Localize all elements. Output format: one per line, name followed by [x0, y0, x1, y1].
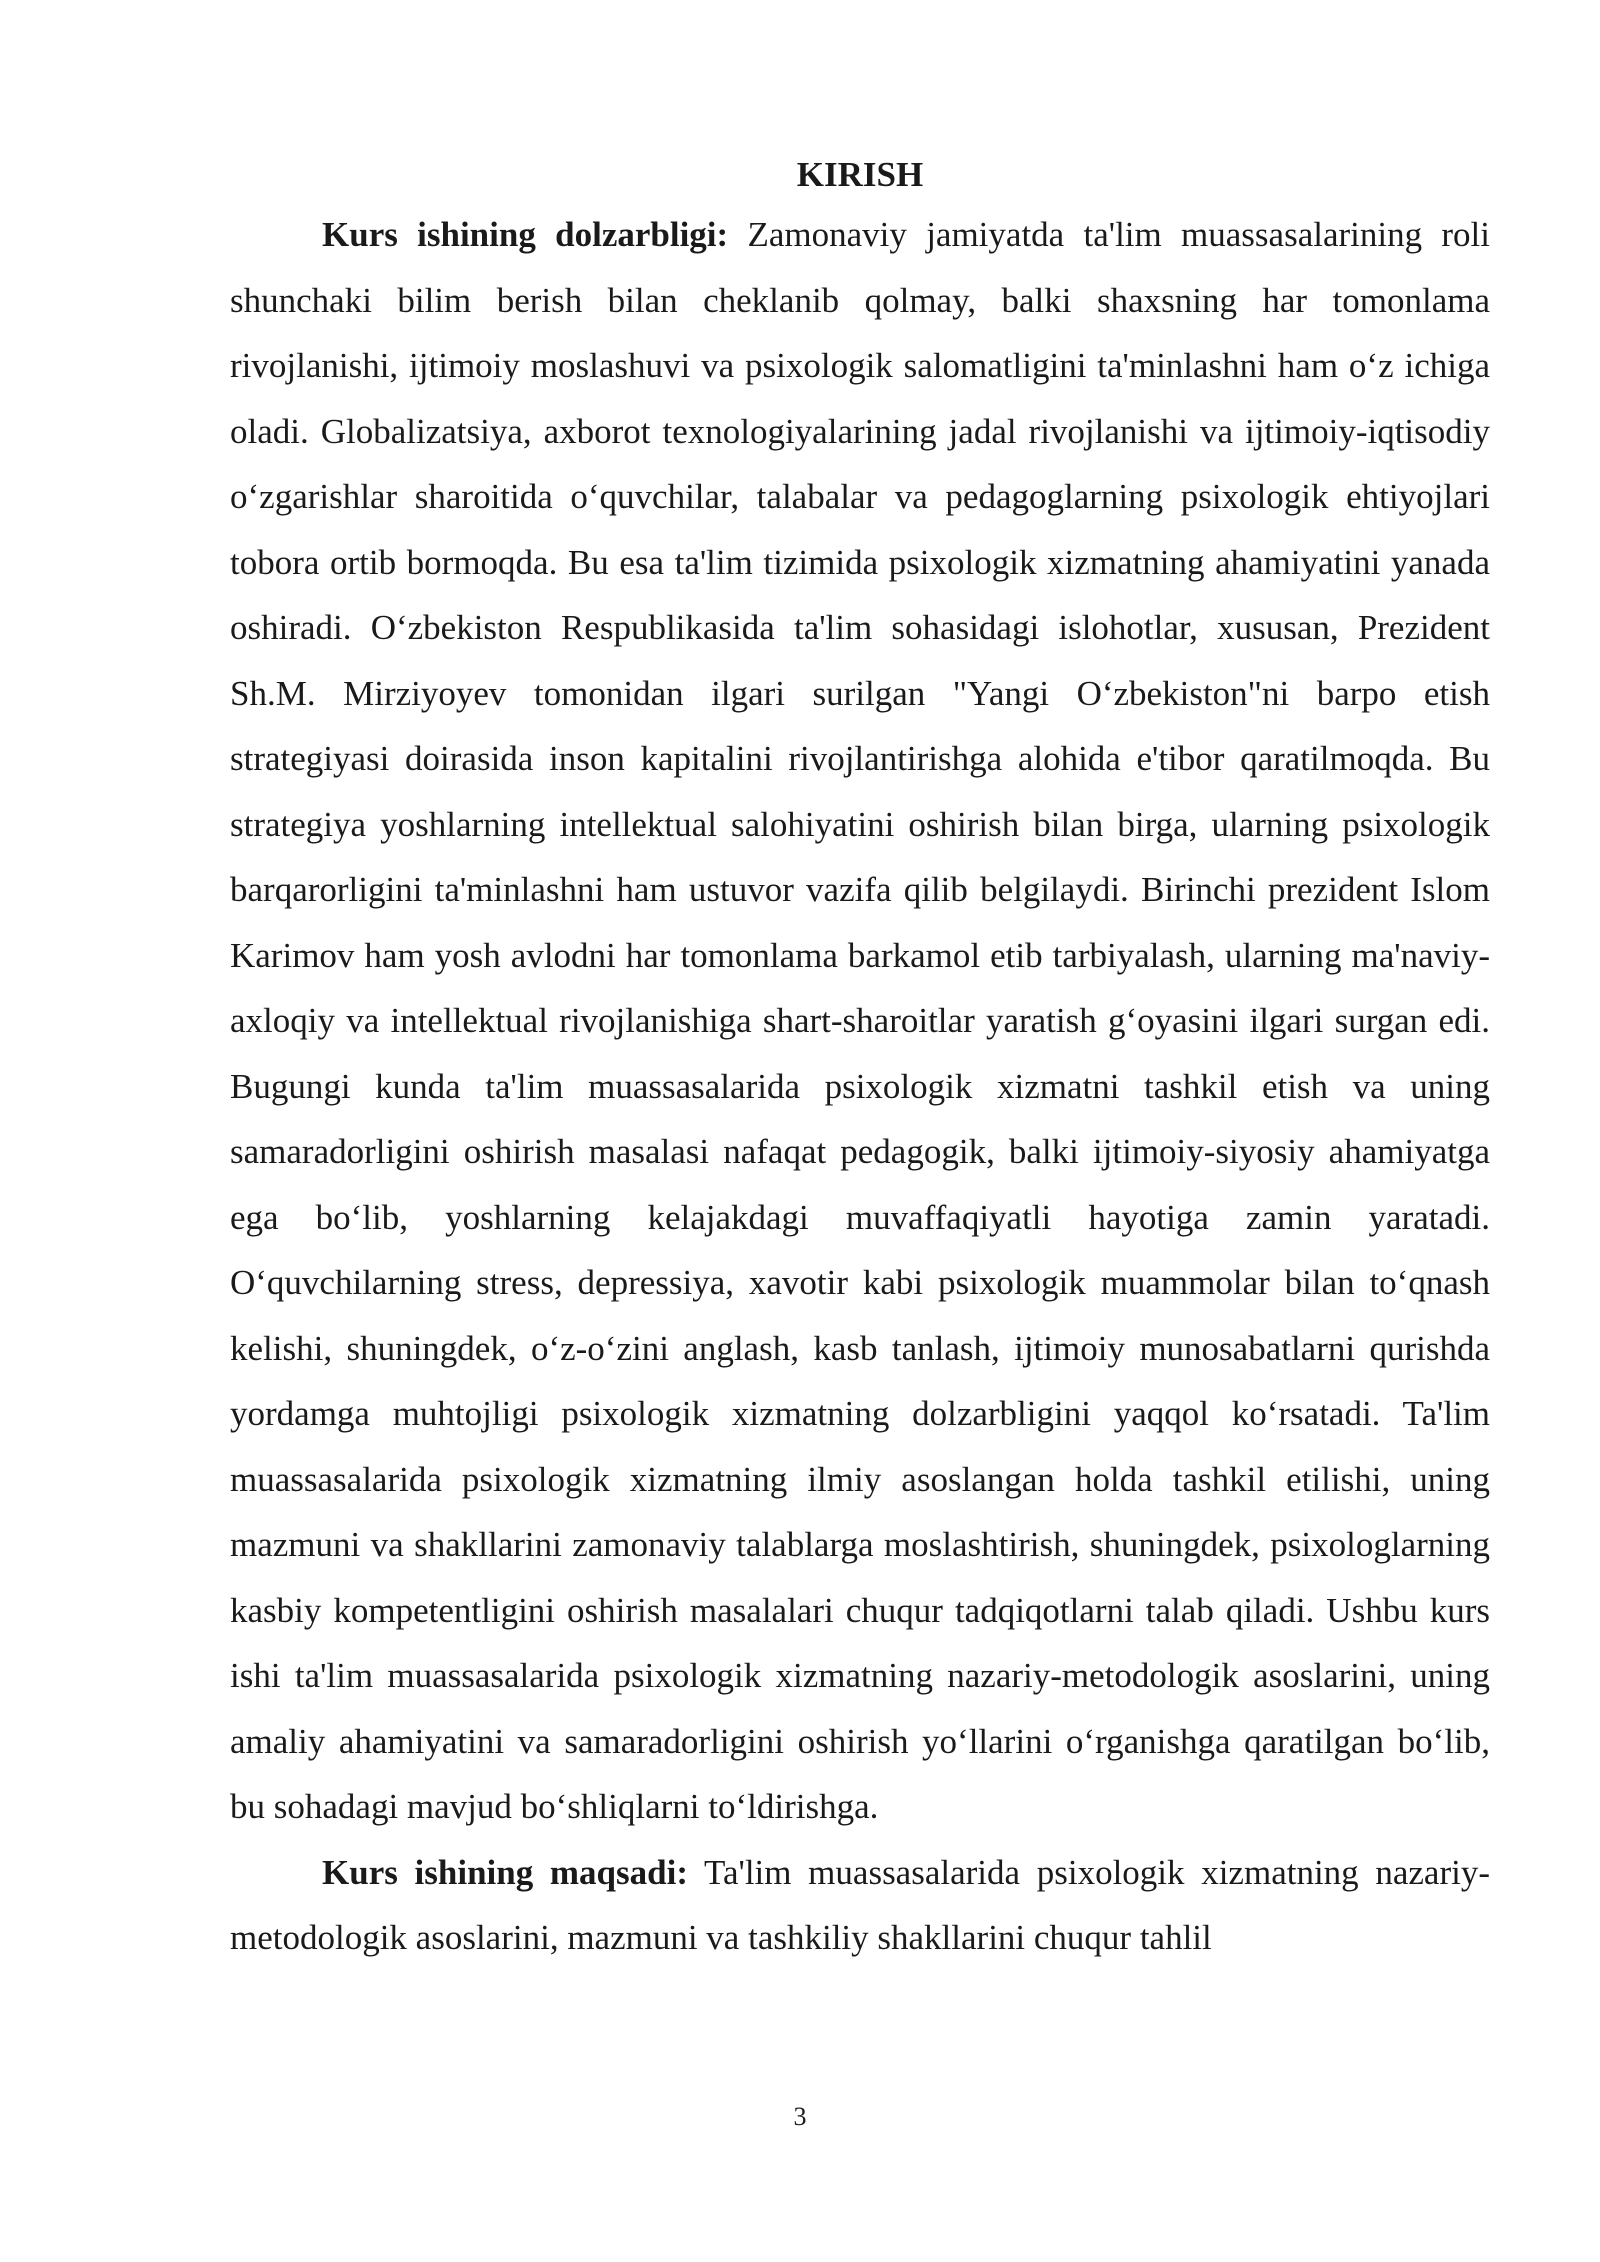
paragraph-relevance	[230, 202, 1490, 1840]
paragraph-lead-relevance: Kurs ishining dolzarbligi:	[322, 215, 729, 254]
section-heading: KIRISH	[796, 155, 924, 194]
paragraph-text-goal: Ta'lim muassasalarida psixologik xizmatning nazariy-metodologik asoslarini, mazmuni va tashkiliy shakllarini chuqur tahlil	[230, 1852, 1491, 1957]
page-content	[230, 148, 1490, 1971]
paragraph-lead-goal: Kurs ishining maqsadi:	[322, 1852, 688, 1892]
page-number: 3	[793, 2102, 807, 2131]
paragraph-text-relevance: Zamonaviy jamiyatda ta'lim muassasalarining roli shunchaki bilim berish bilan cheklanib qolmay, balki shaxsning har tomonlama rivojlanishi, ijtimoiy moslashuvi va psixologik salomatligini ta'minlashni ham o‘z ichiga oladi. Globalizatsiya, axborot texnologiyalarining jadal rivojlanishi va ijtimoiy-iqtisodiy o‘zgarishlar sharoitida o‘quvchilar, talabalar va pedagoglarning psixologik ehtiyojlari tobora ortib bormoqda. Bu esa ta'lim tizimida psixologik xizmatning ahamiyatini yanada oshiradi. O‘zbekiston Respublikasida ta'lim sohasidagi islohotlar, xususan, Prezident Sh.M. Mirziyoyev tomonidan ilgari surilgan "Yangi O‘zbekiston"ni barpo etish strategiyasi doirasida inson kapitalini rivojlantirishga alohida e'tibor qaratilmoqda. Bu strategiya yoshlarning intellektual salohiyatini oshirish bilan birga, ularning psixologik barqarorligini ta'minlashni ham ustuvor vazifa qilib belgilaydi. Birinchi prezident Islom Karimov ham yosh avlodni har tomonlama barkamol etib tarbiyalash, ularning ma'naviy-axloqiy va intellektual rivojlanishiga shart-sharoitlar yaratish g‘oyasini ilgari surgan edi. Bugungi kunda ta'lim muassasalarida psixologik xizmatni tashkil etish va uning samaradorligini oshirish masalasi nafaqat pedagogik, balki ijtimoiy-siyosiy ahamiyatga ega bo‘lib, yoshlarning kelajakdagi muvaffaqiyatli hayotiga zamin yaratadi. O‘quvchilarning stress, depressiya, xavotir kabi psixologik muammolar bilan to‘qnash kelishi, shuningdek, o‘z-o‘zini anglash, kasb tanlash, ijtimoiy munosabatlarni qurishda yordamga muhtojligi psixologik xizmatning dolzarbligini yaqqol ko‘rsatadi. Ta'lim muassasalarida psixologik xizmatning ilmiy asoslangan holda tashkil etilishi, uning mazmuni va shakllarini zamonaviy talablarga moslashtirish, shuningdek, psixologlarning kasbiy kompetentligini oshirish masalalari chuqur tadqiqotlarni talab qiladi. Ushbu kurs ishi ta'lim muassasalarida psixologik xizmatning nazariy-metodologik asoslarini, uning amaliy ahamiyatini va samaradorligini oshirish yo‘llarini o‘rganishga qaratilgan bo‘lib, bu sohadagi mavjud bo‘shliqlarni to‘ldirishga.	[230, 215, 1491, 1826]
paragraph-goal	[230, 1840, 1490, 1971]
